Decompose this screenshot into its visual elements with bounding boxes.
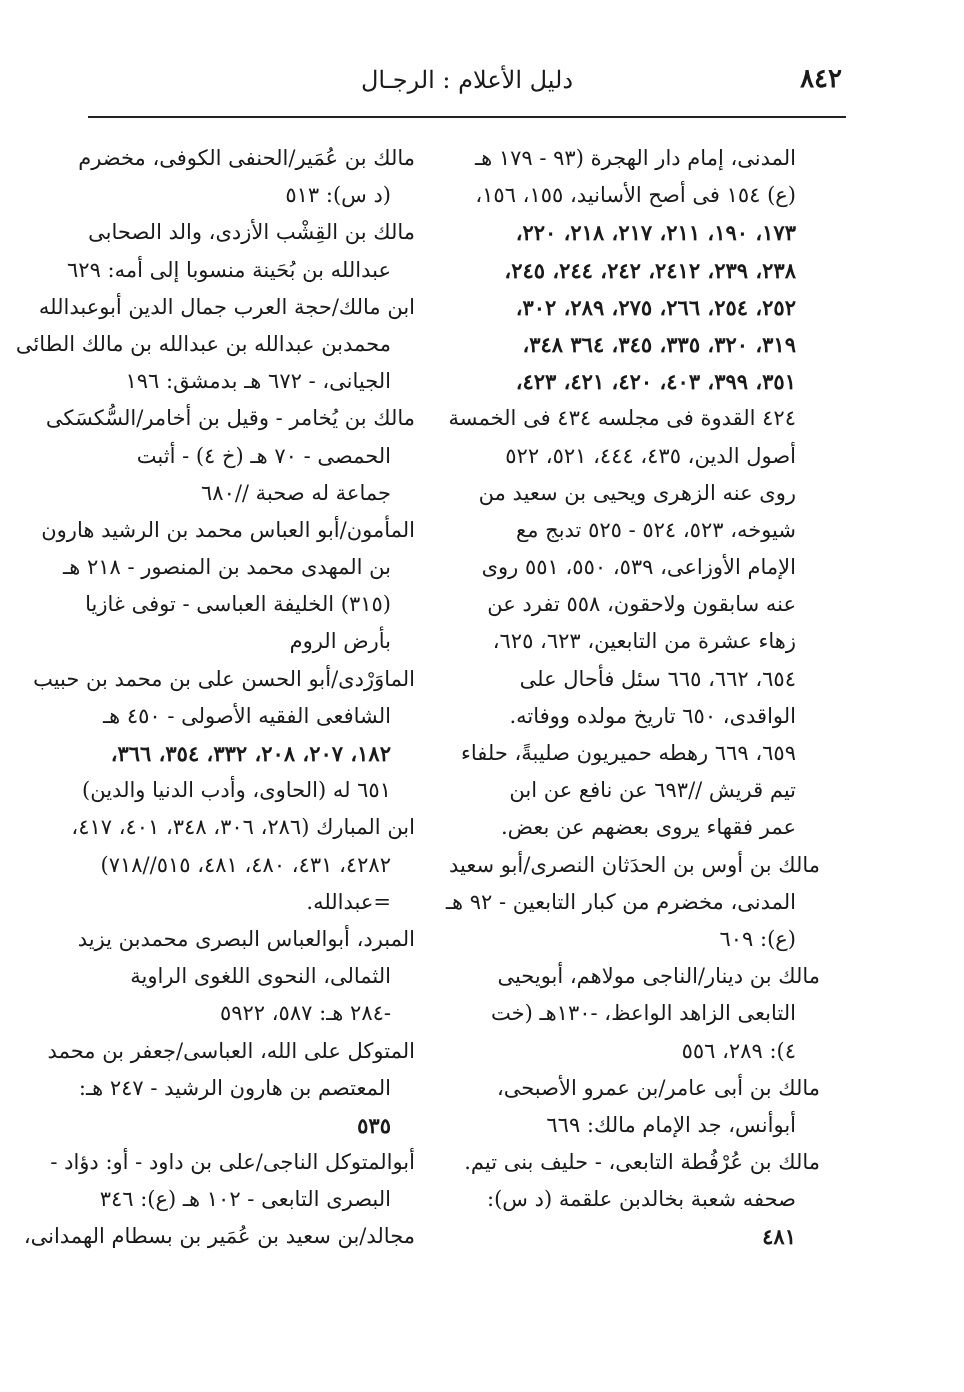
text-line: مجالد/بن سعيد بن عُمَير بن بسطام الهمدانى، — [23, 1224, 415, 1249]
text-line: ٦٥٩، ٦٦٩ رهطه حميريون صليبةً، حلفاء — [460, 741, 796, 765]
text-line: المعتصم بن هارون الرشيد - ٢٤٧ هـ: — [78, 1075, 391, 1100]
page-number: ٨٤٢ — [800, 64, 842, 94]
text-line: الثمالى، النحوى اللغوى الراوية — [130, 964, 391, 989]
text-line: عبدالله بن بُحَينة منسوبا إلى أمه: ٦٢٩ — [67, 257, 391, 282]
text-line: ٢٥٢، ٢٥٤، ٢٦٦، ٢٧٥، ٢٨٩، ٣٠٢، — [515, 294, 796, 320]
text-line: بن المهدى محمد بن المنصور - ٢١٨ هـ — [63, 555, 391, 580]
text-line: شيوخه، ٥٢٣، ٥٢٤ - ٥٢٥ تدبج مع — [516, 517, 796, 542]
text-line: مالك بن يُخامر - وقيل بن أخامر/السُّكسَكى — [45, 406, 415, 431]
text-line: صحفه شعبة بخالدبن علقمة (د س): — [487, 1187, 796, 1212]
text-line: ١٨٢، ٢٠٧، ٢٠٨، ٣٣٢، ٣٥٤، ٣٦٦، — [110, 741, 391, 766]
text-line: (٣١٥) الخليفة العباسى - توفى غازيا — [85, 592, 391, 617]
text-line: مالك بن دينار/الناجى مولاهم، أبويحيى — [497, 964, 820, 989]
text-line: (د س): ٥١٣ — [285, 183, 391, 208]
text-line: زهاء عشرة من التابعين، ٦٢٣، ٦٢٥، — [492, 629, 796, 654]
text-line: البصرى التابعى - ١٠٢ هـ (ع): ٣٤٦ — [99, 1187, 391, 1212]
text-line: ٤٢٨٢، ٤٣١، ٤٨٠، ٤٨١، ٥١٥//٧١٨) — [100, 852, 391, 877]
text-line: أصول الدين، ٤٣٥، ٤٤٤، ٥٢١، ٥٢٢ — [505, 443, 796, 468]
text-line: مالك بن عُمَير/الحنفى الكوفى، مخضرم — [78, 146, 415, 170]
text-line: ٣٥١، ٣٩٩، ٤٠٣، ٤٢٠، ٤٢١، ٤٢٣، — [515, 369, 796, 395]
text-line: الإمام الأوزاعى، ٥٣٩، ٥٥٠، ٥٥١ روى — [481, 555, 796, 580]
text-line: محمدبن عبدالله بن عبدالله بن مالك الطائى — [15, 331, 391, 356]
text-line: مالك بن أوس بن الحدَثان النصرى/أبو سعيد — [448, 852, 820, 877]
left-column — [15, 140, 415, 1256]
text-line: ابن المبارك (٢٨٦، ٣٠٦، ٣٤٨، ٤٠١، ٤١٧، — [71, 815, 415, 840]
text-line: مالك بن القِشْب الأزدى، والد الصحابى — [88, 220, 415, 245]
text-line: روى عنه الزهرى ويحيى بن سعيد من — [478, 480, 796, 505]
text-line: جماعة له صحبة //٦٨٠ — [201, 480, 391, 505]
running-title: دليل الأعلام : الرجـال — [360, 66, 574, 94]
text-line: التابعى الزاهد الواعظ، -١٣٠هـ (خت — [490, 1001, 796, 1026]
text-line: المأمون/أبو العباس محمد بن الرشيد هارون — [41, 517, 415, 542]
text-line: المدنى، مخضرم من كبار التابعين - ٩٢ هـ — [445, 889, 796, 914]
right-column — [445, 140, 820, 1256]
text-line: المتوكل على الله، العباسى/جعفر بن محمد — [47, 1038, 415, 1063]
text-line: الجيانى، - ٦٧٢ هـ بدمشق: ١٩٦ — [125, 369, 391, 394]
text-line: ٤٨١ — [762, 1224, 796, 1250]
text-line: عمر فقهاء يروى بعضهم عن بعض. — [501, 815, 796, 840]
text-line: الماوَرْدى/أبو الحسن على بن محمد بن حبيب — [33, 666, 415, 691]
page-header — [88, 64, 846, 104]
text-line: المدنى، إمام دار الهجرة (٩٣ - ١٧٩ هـ — [474, 146, 796, 170]
text-line: ٥٣٥ — [357, 1112, 391, 1138]
text-line: مالك بن عُرْفُطة التابعى، - حليف بنى تيم. — [464, 1150, 820, 1175]
text-line: ٦٥١ له (الحاوى، وأدب الدنيا والدين) — [82, 778, 391, 803]
text-line: -٢٨٤ هـ: ٥٨٧، ٥٩٢٢ — [219, 1001, 391, 1026]
text-line: الواقدى، ٦٥٠ تاريخ مولده ووفاته. — [509, 703, 796, 728]
text-line: أبوالمتوكل الناجى/على بن داود - أو: دؤاد - — [50, 1150, 415, 1175]
text-line: (ع): ٦٠٩ — [719, 926, 796, 951]
text-line: =عبدالله. — [306, 889, 391, 914]
text-line: بأرض الروم — [289, 629, 391, 654]
text-line: ١٧٣، ١٩٠، ٢١١، ٢١٧، ٢١٨، ٢٢٠، — [515, 220, 796, 246]
text-line: (ع) ١٥٤ فى أصح الأسانيد، ١٥٥، ١٥٦، — [475, 183, 796, 208]
text-line: الحمصى - ٧٠ هـ (خ ٤) - أثبت — [136, 443, 391, 468]
text-line: ٣١٩، ٣٢٠، ٣٣٥، ٣٤٥، ٣٦٤ ٣٤٨، — [522, 331, 796, 357]
text-line: عنه سابقون ولاحقون، ٥٥٨ تفرد عن — [487, 592, 796, 617]
text-line: المبرد، أبوالعباس البصرى محمدبن يزيد — [77, 926, 415, 951]
text-line: ٤): ٢٨٩، ٥٥٦ — [681, 1038, 796, 1063]
text-line: ٦٥٤، ٦٦٢، ٦٦٥ سئل فأحال على — [519, 666, 796, 691]
text-line: الشافعى الفقيه الأصولى - ٤٥٠ هـ — [102, 703, 391, 728]
text-line: تيم قريش //٦٩٣ عن نافع عن ابن — [509, 778, 796, 803]
header-rule — [88, 116, 846, 118]
text-line: ابن مالك/حجة العرب جمال الدين أبوعبدالله — [38, 294, 415, 319]
text-line: مالك بن أبى عامر/بن عمرو الأصبحى، — [496, 1075, 820, 1100]
text-line: أبوأنس، جد الإمام مالك: ٦٦٩ — [546, 1112, 796, 1137]
text-line: ٤٢٤ القدوة فى مجلسه ٤٣٤ فى الخمسة — [448, 406, 796, 431]
text-line: ٢٣٨، ٢٣٩، ٢٤١٢، ٢٤٢، ٢٤٤، ٢٤٥، — [504, 257, 796, 283]
